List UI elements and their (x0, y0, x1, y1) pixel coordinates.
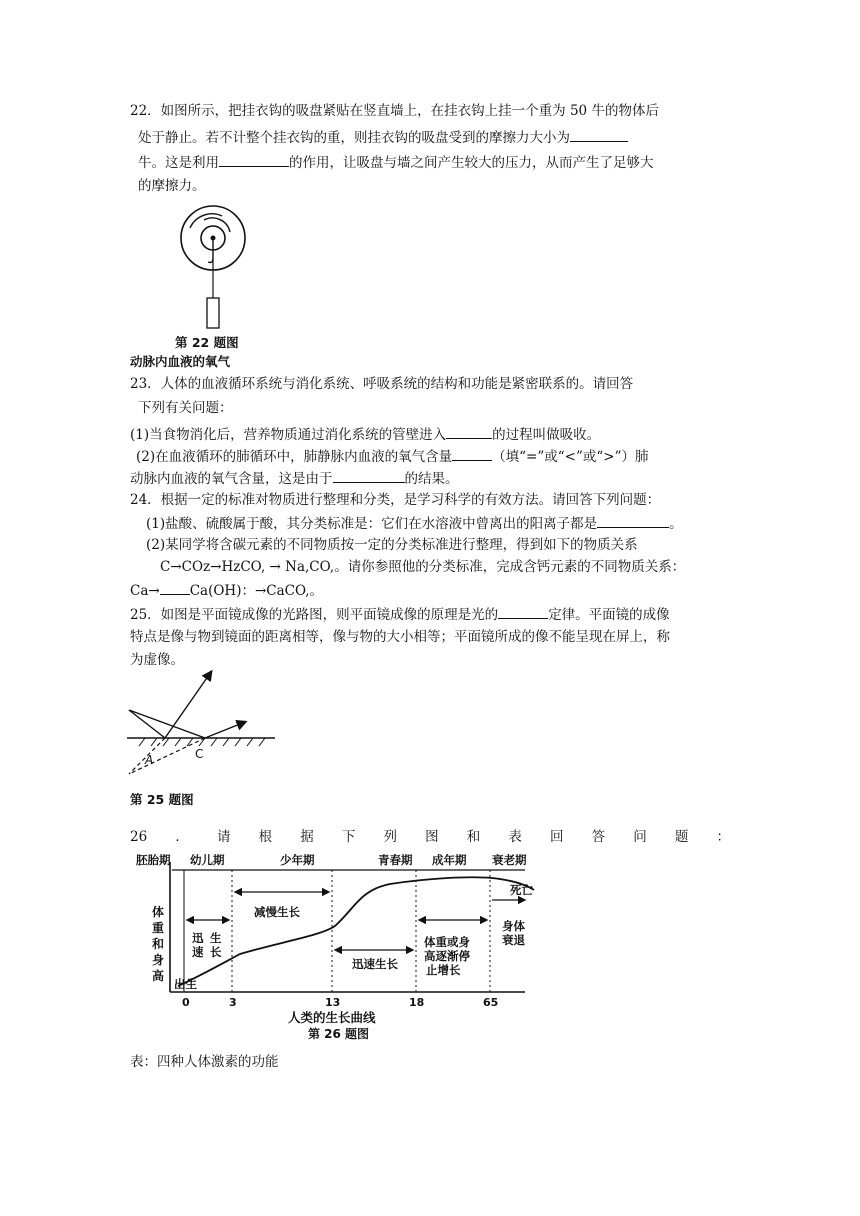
q26-lead-char: 下 (341, 829, 356, 845)
q23-line-5a: 动脉内血液的氧气含量，这是由于 (130, 471, 333, 487)
q26-lead-char: 列 (383, 829, 397, 845)
stage-adolescence: 青春期 (378, 853, 413, 867)
svg-text:重: 重 (152, 921, 165, 935)
q24-calcium-blank[interactable] (160, 580, 190, 595)
svg-text:体重或身: 体重或身 (424, 935, 470, 949)
svg-text:和: 和 (152, 937, 165, 951)
q23-line-3 (130, 424, 600, 444)
tick-13: 13 (325, 996, 341, 1009)
label-rapid-2: 迅速生长 (352, 957, 398, 971)
tick-18: 18 (409, 996, 425, 1009)
q22-line-1: 22．如图所示，把挂衣钩的吸盘紧贴在竖直墙上，在挂衣钩上挂一个重为 50 牛的物体后 (130, 103, 659, 119)
label-decline (502, 919, 525, 947)
label-rapid-1 (192, 931, 222, 959)
q26-lead-char: 根 (258, 829, 273, 845)
q26-lead-char: 题 (674, 829, 689, 845)
q24-line-3: (2)某同学将含碳元素的不同物质按一定的分类标准进行整理，得到如下的物质关系 (146, 537, 638, 553)
q22-line-2 (138, 127, 628, 147)
svg-text:长: 长 (210, 945, 222, 959)
q25-figure (125, 666, 285, 782)
stage-labels (136, 853, 527, 867)
q22-figure (160, 202, 270, 332)
q26-lead-char: 问 (633, 829, 647, 845)
q22-line-2-text: 处于静止。若不计整个挂衣钩的重，则挂衣钩的吸盘受到的摩擦力大小为 (138, 130, 570, 146)
suction-cup-arc-1 (190, 214, 222, 228)
q22-line-3b: 的作用，让吸盘与墙之间产生较大的压力，从而产生了足够大 (289, 155, 654, 171)
q26-lead-char: 答 (591, 829, 606, 845)
q26-lead-char: 回 (549, 829, 564, 845)
q25-line-1a: 25．如图是平面镜成像的光路图，则平面镜成像的原理是光的 (130, 607, 499, 623)
q22-friction-blank[interactable] (570, 127, 628, 142)
q26-lead-char: ： (716, 829, 730, 845)
svg-text:止增长: 止增长 (426, 963, 461, 977)
q24-line-1: 24．根据一定的标准对物质进行整理和分类，是学习科学的有效方法。请回答下列问题： (130, 492, 661, 508)
table-title: 表：四种人体激素的功能 (130, 1054, 279, 1070)
x-tick-labels (182, 996, 498, 1009)
q22-caption-2: 动脉内血液的氧气 (130, 354, 231, 369)
y-axis-label (152, 904, 164, 983)
incident-ray-2 (129, 710, 205, 738)
label-slow-growth: 减慢生长 (254, 905, 300, 919)
q25-line-1 (130, 604, 670, 624)
stage-adult: 成年期 (432, 853, 467, 867)
q24-line-5a: Ca→ (130, 583, 160, 599)
q22-line-4: 的摩擦力。 (138, 178, 206, 194)
q22-line-3a: 牛。这是利用 (138, 155, 219, 171)
svg-text:体: 体 (152, 905, 165, 919)
q23-line-2: 下列有关问题： (138, 400, 233, 416)
q23-line-4b: （填“=”或“<”或“>”）肺 (492, 449, 649, 465)
q26-lead-char: 据 (300, 829, 314, 845)
q23-oxygen-compare-blank[interactable] (452, 446, 492, 461)
q23-line-4 (136, 446, 648, 466)
q25-law-blank[interactable] (498, 604, 548, 619)
chart-caption: 第 26 题图 (308, 1027, 370, 1040)
q24-line-4: C→COz→HzCO, → Na,CO,。请你参照他的分类标准，完成含钙元素的不同物质关系： (160, 559, 686, 575)
q22-principle-blank[interactable] (219, 152, 289, 167)
q25-caption: 第 25 题图 (130, 792, 194, 807)
stage-infant: 幼儿期 (190, 853, 225, 867)
q26-growth-chart (130, 850, 540, 1040)
suction-cup-arc-2 (204, 218, 230, 232)
q24-line-2b: 。 (669, 516, 683, 532)
svg-text:身体: 身体 (502, 919, 525, 933)
q23-reason-blank[interactable] (333, 468, 405, 483)
tick-0: 0 (182, 996, 190, 1009)
reflected-ray-2 (205, 722, 245, 738)
q26-lead-char: ． (175, 829, 189, 845)
q26-lead-line (130, 828, 730, 846)
svg-text:身: 身 (152, 953, 165, 967)
q23-line-5b: 的结果。 (404, 471, 459, 487)
q26-lead-char: 图 (425, 829, 439, 845)
svg-text:高: 高 (152, 969, 165, 983)
q22-line-3 (138, 152, 654, 172)
q24-line-2 (146, 513, 683, 533)
q22-caption: 第 22 题图 (175, 335, 239, 350)
q23-line-5 (130, 468, 459, 488)
q25-line-3: 为虚像。 (130, 652, 184, 668)
q23-line-3b: 的过程叫做吸收。 (492, 427, 601, 443)
label-birth: 出生 (174, 977, 197, 991)
stage-embryo: 胚胎期 (136, 853, 171, 867)
q23-line-1: 23．人体的血液循环系统与消化系统、呼吸系统的结构和功能是紧密联系的。请回答 (130, 376, 634, 392)
label-c: C (195, 747, 204, 761)
label-a: A (145, 753, 154, 767)
q23-absorption-blank[interactable] (446, 424, 492, 439)
q25-line-1b: 定律。平面镜的成像 (548, 607, 670, 623)
stage-childhood: 少年期 (280, 853, 315, 867)
q26-lead-char: 和 (466, 829, 481, 845)
q26-lead-char: 表 (508, 829, 522, 845)
stage-old-age: 衰老期 (492, 853, 527, 867)
q25-line-2: 特点是像与物到镜面的距离相等，像与物的大小相等；平面镜所成的像不能呈现在屏上，称 (130, 629, 670, 645)
q24-line-2a: (1)盐酸、硫酸属于酸，其分类标准是：它们在水溶液中曾离出的阳离子都是 (146, 516, 598, 532)
q26-lead-char: 请 (216, 829, 231, 845)
svg-text:速: 速 (192, 945, 204, 959)
chart-title: 人类的生长曲线 (288, 1010, 376, 1025)
reflected-ray-1 (165, 672, 211, 738)
q26-lead-char: 26 (130, 829, 148, 845)
q24-line-5 (130, 580, 323, 600)
tick-65: 65 (483, 996, 499, 1009)
label-death: 死亡 (510, 883, 533, 897)
svg-text:生: 生 (210, 931, 222, 945)
q23-line-3a: (1)当食物消化后，营养物质通过消化系统的管壁进入 (130, 427, 447, 443)
hanging-weight (207, 298, 219, 328)
svg-text:高逐渐停: 高逐渐停 (424, 949, 470, 963)
svg-text:迅: 迅 (192, 931, 204, 945)
q24-line-5b: Ca(OH)：→CaCO,。 (189, 583, 324, 599)
svg-text:衰退: 衰退 (502, 933, 525, 947)
label-adult-growth (424, 935, 470, 977)
tick-3: 3 (229, 996, 237, 1009)
incident-ray-1 (129, 710, 165, 738)
q24-cation-blank[interactable] (597, 513, 669, 528)
q23-line-4a: (2)在血液循环的肺循环中，肺静脉内血液的氧气含量 (136, 449, 453, 465)
